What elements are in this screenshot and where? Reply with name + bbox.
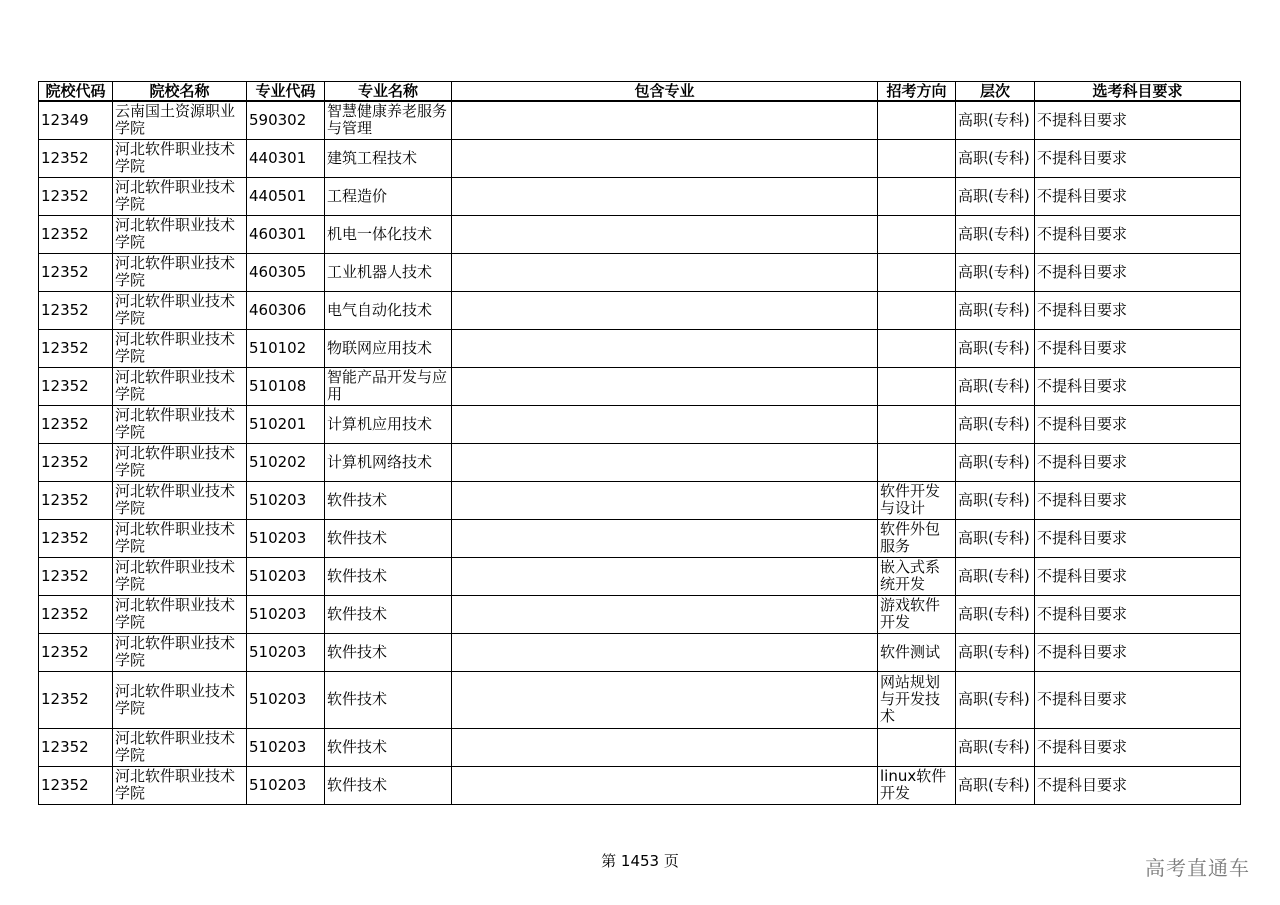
cell-major-name: 软件技术 xyxy=(325,766,452,804)
cell-school-code: 12352 xyxy=(39,633,113,671)
cell-school-code: 12352 xyxy=(39,481,113,519)
table-row xyxy=(39,101,1241,139)
cell-subject-requirement: 不提科目要求 xyxy=(1035,766,1241,804)
cell-subject-requirement: 不提科目要求 xyxy=(1035,443,1241,481)
cell-level: 高职(专科) xyxy=(956,728,1035,766)
cell-major-name: 智能产品开发与应用 xyxy=(325,367,452,405)
header-level: 层次 xyxy=(956,82,1035,102)
header-major-name: 专业名称 xyxy=(325,82,452,102)
cell-school-name: 河北软件职业技术学院 xyxy=(113,728,247,766)
cell-subject-requirement: 不提科目要求 xyxy=(1035,557,1241,595)
cell-school-name: 云南国土资源职业学院 xyxy=(113,101,247,139)
cell-major-name: 软件技术 xyxy=(325,481,452,519)
cell-major-code: 510203 xyxy=(247,671,325,728)
cell-major-code: 440301 xyxy=(247,139,325,177)
cell-included-majors xyxy=(452,405,878,443)
cell-school-name: 河北软件职业技术学院 xyxy=(113,766,247,804)
cell-major-name: 智慧健康养老服务与管理 xyxy=(325,101,452,139)
cell-major-name: 软件技术 xyxy=(325,557,452,595)
cell-school-name: 河北软件职业技术学院 xyxy=(113,633,247,671)
cell-school-code: 12352 xyxy=(39,177,113,215)
table-body xyxy=(39,101,1241,804)
cell-direction: 网站规划与开发技术 xyxy=(878,671,956,728)
cell-subject-requirement: 不提科目要求 xyxy=(1035,139,1241,177)
admissions-table xyxy=(38,81,1241,805)
cell-school-name: 河北软件职业技术学院 xyxy=(113,519,247,557)
cell-major-code: 510102 xyxy=(247,329,325,367)
cell-school-name: 河北软件职业技术学院 xyxy=(113,557,247,595)
cell-direction xyxy=(878,215,956,253)
cell-level: 高职(专科) xyxy=(956,443,1035,481)
cell-included-majors xyxy=(452,329,878,367)
cell-school-name: 河北软件职业技术学院 xyxy=(113,595,247,633)
cell-direction: linux软件开发 xyxy=(878,766,956,804)
cell-included-majors xyxy=(452,671,878,728)
cell-major-code: 510203 xyxy=(247,595,325,633)
cell-direction xyxy=(878,367,956,405)
cell-direction: 软件开发与设计 xyxy=(878,481,956,519)
cell-school-code: 12352 xyxy=(39,405,113,443)
cell-direction: 软件测试 xyxy=(878,633,956,671)
cell-school-code: 12352 xyxy=(39,728,113,766)
table-row xyxy=(39,557,1241,595)
cell-major-code: 510108 xyxy=(247,367,325,405)
cell-included-majors xyxy=(452,139,878,177)
header-major-code: 专业代码 xyxy=(247,82,325,102)
cell-major-name: 建筑工程技术 xyxy=(325,139,452,177)
cell-included-majors xyxy=(452,177,878,215)
table-row xyxy=(39,329,1241,367)
cell-subject-requirement: 不提科目要求 xyxy=(1035,481,1241,519)
cell-level: 高职(专科) xyxy=(956,766,1035,804)
cell-included-majors xyxy=(452,367,878,405)
cell-school-name: 河北软件职业技术学院 xyxy=(113,443,247,481)
cell-level: 高职(专科) xyxy=(956,405,1035,443)
table-header-row xyxy=(39,82,1241,102)
cell-school-code: 12352 xyxy=(39,519,113,557)
cell-level: 高职(专科) xyxy=(956,329,1035,367)
cell-school-code: 12352 xyxy=(39,557,113,595)
cell-major-code: 510203 xyxy=(247,481,325,519)
cell-subject-requirement: 不提科目要求 xyxy=(1035,101,1241,139)
cell-included-majors xyxy=(452,519,878,557)
cell-school-name: 河北软件职业技术学院 xyxy=(113,367,247,405)
cell-direction xyxy=(878,291,956,329)
cell-level: 高职(专科) xyxy=(956,367,1035,405)
cell-level: 高职(专科) xyxy=(956,557,1035,595)
table-row xyxy=(39,595,1241,633)
cell-school-code: 12352 xyxy=(39,443,113,481)
cell-direction xyxy=(878,139,956,177)
cell-included-majors xyxy=(452,481,878,519)
cell-level: 高职(专科) xyxy=(956,139,1035,177)
header-school-name: 院校名称 xyxy=(113,82,247,102)
header-subject-requirement: 选考科目要求 xyxy=(1035,82,1241,102)
cell-major-code: 510203 xyxy=(247,557,325,595)
cell-major-name: 机电一体化技术 xyxy=(325,215,452,253)
cell-included-majors xyxy=(452,766,878,804)
watermark: 高考直通车 xyxy=(1145,856,1250,880)
cell-school-name: 河北软件职业技术学院 xyxy=(113,215,247,253)
cell-school-code: 12349 xyxy=(39,101,113,139)
cell-school-code: 12352 xyxy=(39,329,113,367)
table-row xyxy=(39,405,1241,443)
table-row xyxy=(39,766,1241,804)
cell-school-code: 12352 xyxy=(39,139,113,177)
cell-subject-requirement: 不提科目要求 xyxy=(1035,215,1241,253)
cell-level: 高职(专科) xyxy=(956,595,1035,633)
cell-school-name: 河北软件职业技术学院 xyxy=(113,671,247,728)
cell-school-code: 12352 xyxy=(39,766,113,804)
cell-major-code: 590302 xyxy=(247,101,325,139)
cell-level: 高职(专科) xyxy=(956,633,1035,671)
cell-subject-requirement: 不提科目要求 xyxy=(1035,671,1241,728)
cell-school-name: 河北软件职业技术学院 xyxy=(113,405,247,443)
cell-direction xyxy=(878,443,956,481)
cell-level: 高职(专科) xyxy=(956,101,1035,139)
cell-major-code: 510202 xyxy=(247,443,325,481)
table-row xyxy=(39,481,1241,519)
cell-major-code: 460305 xyxy=(247,253,325,291)
table-row xyxy=(39,253,1241,291)
page-number: 第 1453 页 xyxy=(601,852,679,870)
cell-major-name: 软件技术 xyxy=(325,519,452,557)
table-row xyxy=(39,139,1241,177)
cell-direction: 游戏软件开发 xyxy=(878,595,956,633)
cell-direction xyxy=(878,177,956,215)
cell-direction xyxy=(878,329,956,367)
cell-level: 高职(专科) xyxy=(956,671,1035,728)
header-direction: 招考方向 xyxy=(878,82,956,102)
cell-school-code: 12352 xyxy=(39,367,113,405)
table-row xyxy=(39,728,1241,766)
cell-subject-requirement: 不提科目要求 xyxy=(1035,177,1241,215)
cell-major-name: 工业机器人技术 xyxy=(325,253,452,291)
cell-direction xyxy=(878,101,956,139)
cell-level: 高职(专科) xyxy=(956,481,1035,519)
cell-included-majors xyxy=(452,557,878,595)
cell-included-majors xyxy=(452,728,878,766)
cell-school-code: 12352 xyxy=(39,253,113,291)
cell-direction xyxy=(878,728,956,766)
cell-school-code: 12352 xyxy=(39,595,113,633)
cell-major-code: 510203 xyxy=(247,519,325,557)
cell-subject-requirement: 不提科目要求 xyxy=(1035,728,1241,766)
cell-school-name: 河北软件职业技术学院 xyxy=(113,329,247,367)
cell-included-majors xyxy=(452,443,878,481)
cell-school-name: 河北软件职业技术学院 xyxy=(113,481,247,519)
cell-direction xyxy=(878,253,956,291)
table-row xyxy=(39,177,1241,215)
cell-school-code: 12352 xyxy=(39,215,113,253)
cell-major-name: 计算机网络技术 xyxy=(325,443,452,481)
cell-subject-requirement: 不提科目要求 xyxy=(1035,633,1241,671)
cell-major-name: 物联网应用技术 xyxy=(325,329,452,367)
cell-major-code: 510203 xyxy=(247,633,325,671)
cell-major-name: 软件技术 xyxy=(325,595,452,633)
cell-school-name: 河北软件职业技术学院 xyxy=(113,177,247,215)
cell-major-name: 电气自动化技术 xyxy=(325,291,452,329)
cell-level: 高职(专科) xyxy=(956,253,1035,291)
cell-major-name: 软件技术 xyxy=(325,633,452,671)
cell-major-code: 460301 xyxy=(247,215,325,253)
cell-school-name: 河北软件职业技术学院 xyxy=(113,253,247,291)
cell-major-code: 440501 xyxy=(247,177,325,215)
cell-major-code: 510201 xyxy=(247,405,325,443)
table-row xyxy=(39,215,1241,253)
table-row xyxy=(39,443,1241,481)
cell-subject-requirement: 不提科目要求 xyxy=(1035,519,1241,557)
header-school-code: 院校代码 xyxy=(39,82,113,102)
cell-subject-requirement: 不提科目要求 xyxy=(1035,367,1241,405)
cell-direction: 软件外包服务 xyxy=(878,519,956,557)
cell-included-majors xyxy=(452,215,878,253)
cell-included-majors xyxy=(452,291,878,329)
cell-included-majors xyxy=(452,595,878,633)
cell-level: 高职(专科) xyxy=(956,215,1035,253)
cell-included-majors xyxy=(452,101,878,139)
cell-level: 高职(专科) xyxy=(956,519,1035,557)
cell-school-name: 河北软件职业技术学院 xyxy=(113,291,247,329)
header-included-majors: 包含专业 xyxy=(452,82,878,102)
cell-subject-requirement: 不提科目要求 xyxy=(1035,405,1241,443)
cell-major-name: 计算机应用技术 xyxy=(325,405,452,443)
cell-included-majors xyxy=(452,253,878,291)
cell-major-name: 工程造价 xyxy=(325,177,452,215)
table-row xyxy=(39,633,1241,671)
cell-subject-requirement: 不提科目要求 xyxy=(1035,329,1241,367)
cell-major-code: 460306 xyxy=(247,291,325,329)
cell-school-name: 河北软件职业技术学院 xyxy=(113,139,247,177)
cell-school-code: 12352 xyxy=(39,291,113,329)
cell-subject-requirement: 不提科目要求 xyxy=(1035,253,1241,291)
cell-major-name: 软件技术 xyxy=(325,728,452,766)
cell-direction xyxy=(878,405,956,443)
cell-major-code: 510203 xyxy=(247,766,325,804)
cell-school-code: 12352 xyxy=(39,671,113,728)
table-row xyxy=(39,519,1241,557)
cell-subject-requirement: 不提科目要求 xyxy=(1035,595,1241,633)
table-row xyxy=(39,671,1241,728)
cell-direction: 嵌入式系统开发 xyxy=(878,557,956,595)
cell-subject-requirement: 不提科目要求 xyxy=(1035,291,1241,329)
table-row xyxy=(39,367,1241,405)
admissions-table-container xyxy=(38,81,1240,805)
cell-major-name: 软件技术 xyxy=(325,671,452,728)
cell-major-code: 510203 xyxy=(247,728,325,766)
cell-level: 高职(专科) xyxy=(956,177,1035,215)
cell-level: 高职(专科) xyxy=(956,291,1035,329)
table-row xyxy=(39,291,1241,329)
cell-included-majors xyxy=(452,633,878,671)
